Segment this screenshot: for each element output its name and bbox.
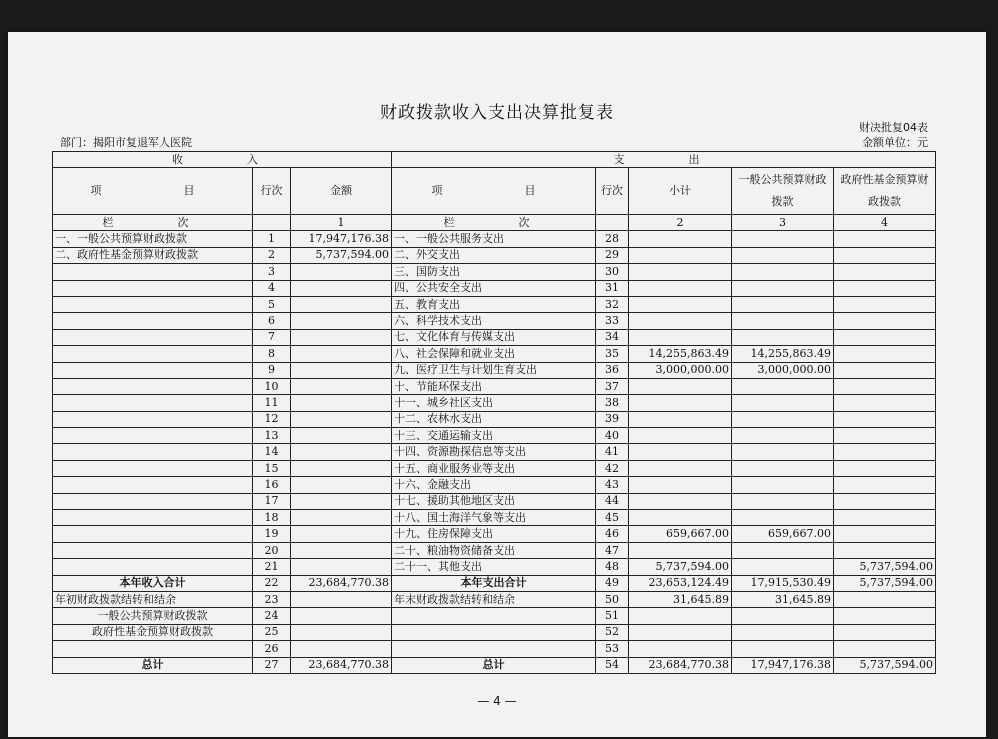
fund-budget-amount — [834, 247, 936, 263]
col-label-right: 栏 次 — [392, 215, 596, 231]
expense-item: 九、医疗卫生与计划生育支出 — [392, 362, 596, 378]
expense-item — [392, 608, 596, 624]
expense-row-number: 36 — [596, 362, 629, 378]
expense-row-number: 49 — [596, 575, 629, 591]
expense-item: 十二、农林水支出 — [392, 411, 596, 427]
income-item — [53, 510, 253, 526]
income-row-number: 26 — [253, 641, 291, 657]
income-row-number: 13 — [253, 428, 291, 444]
fund-budget-amount: 5,737,594.00 — [834, 657, 936, 673]
expense-row-number: 52 — [596, 624, 629, 640]
income-row-number: 1 — [253, 231, 291, 247]
expense-item: 十一、城乡社区支出 — [392, 395, 596, 411]
income-item — [53, 493, 253, 509]
income-item — [53, 296, 253, 312]
fund-budget-amount — [834, 542, 936, 558]
expense-item: 十八、国土海洋气象等支出 — [392, 510, 596, 526]
fund-budget-amount — [834, 411, 936, 427]
expense-row-number: 50 — [596, 591, 629, 607]
fund-budget-amount — [834, 313, 936, 329]
expense-item: 十四、资源勘探信息等支出 — [392, 444, 596, 460]
income-amount — [291, 329, 392, 345]
table-row — [53, 296, 936, 312]
income-row-number: 11 — [253, 395, 291, 411]
general-budget-amount — [732, 493, 834, 509]
income-row-number: 21 — [253, 559, 291, 575]
subtotal-amount — [629, 460, 732, 476]
subtotal-amount — [629, 608, 732, 624]
income-row-number: 19 — [253, 526, 291, 542]
income-row-number: 25 — [253, 624, 291, 640]
income-row-number: 17 — [253, 493, 291, 509]
income-item — [53, 378, 253, 394]
subtotal-amount — [629, 510, 732, 526]
fund-budget-amount — [834, 264, 936, 280]
income-amount — [291, 313, 392, 329]
general-budget-amount — [732, 444, 834, 460]
table-row — [53, 641, 936, 657]
table-row — [53, 280, 936, 296]
amount-header: 金额 — [291, 168, 392, 215]
subtotal-amount — [629, 296, 732, 312]
income-row-number: 5 — [253, 296, 291, 312]
income-row-number: 24 — [253, 608, 291, 624]
income-amount — [291, 559, 392, 575]
expense-item: 七、文化体育与传媒支出 — [392, 329, 596, 345]
general-budget-amount — [732, 608, 834, 624]
table-row — [53, 231, 936, 247]
income-item — [53, 526, 253, 542]
income-item — [53, 313, 253, 329]
income-item — [53, 395, 253, 411]
table-row — [53, 608, 936, 624]
table-row — [53, 411, 936, 427]
expense-item: 六、科学技术支出 — [392, 313, 596, 329]
table-row — [53, 313, 936, 329]
expense-row-number: 39 — [596, 411, 629, 427]
general-budget-amount — [732, 411, 834, 427]
income-amount — [291, 526, 392, 542]
income-item — [53, 460, 253, 476]
income-item — [53, 264, 253, 280]
table-row — [53, 493, 936, 509]
general-budget-amount — [732, 264, 834, 280]
income-row-number: 22 — [253, 575, 291, 591]
general-budget-amount — [732, 624, 834, 640]
general-budget-amount: 14,255,863.49 — [732, 346, 834, 362]
form-code: 财决批复04表 — [859, 121, 928, 134]
expense-row-number: 45 — [596, 510, 629, 526]
general-budget-amount — [732, 296, 834, 312]
expense-row-number: 48 — [596, 559, 629, 575]
income-row-number: 27 — [253, 657, 291, 673]
income-amount — [291, 608, 392, 624]
income-amount — [291, 591, 392, 607]
expense-row-number: 33 — [596, 313, 629, 329]
table-row — [53, 510, 936, 526]
subtotal-amount: 5,737,594.00 — [629, 559, 732, 575]
col-label-left: 栏 次 — [53, 215, 253, 231]
income-amount — [291, 444, 392, 460]
expense-row-number: 32 — [596, 296, 629, 312]
table-row — [53, 657, 936, 673]
table-row — [53, 264, 936, 280]
general-budget-amount — [732, 329, 834, 345]
general-budget-amount: 17,915,530.49 — [732, 575, 834, 591]
expense-item: 十七、援助其他地区支出 — [392, 493, 596, 509]
expense-row-number: 43 — [596, 477, 629, 493]
income-amount: 23,684,770.38 — [291, 657, 392, 673]
income-amount — [291, 428, 392, 444]
expense-rowno-header: 行次 — [596, 168, 629, 215]
table-row — [53, 542, 936, 558]
expense-item: 年末财政拨款结转和结余 — [392, 591, 596, 607]
income-item — [53, 477, 253, 493]
subtotal-amount — [629, 428, 732, 444]
fund-budget-amount — [834, 329, 936, 345]
fund-budget-amount — [834, 378, 936, 394]
fund-budget-amount — [834, 444, 936, 460]
expense-row-number: 51 — [596, 608, 629, 624]
subtotal-amount — [629, 411, 732, 427]
fund-budget-amount: 5,737,594.00 — [834, 575, 936, 591]
general-budget-header: 一般公共预算财政拨款 — [732, 168, 834, 215]
expense-row-number: 40 — [596, 428, 629, 444]
subtotal-amount: 14,255,863.49 — [629, 346, 732, 362]
income-amount — [291, 346, 392, 362]
subtotal-amount — [629, 313, 732, 329]
expense-item: 十五、商业服务业等支出 — [392, 460, 596, 476]
income-item: 总计 — [53, 657, 253, 673]
column-index-row — [53, 215, 936, 231]
fund-budget-amount — [834, 608, 936, 624]
income-item: 二、政府性基金预算财政拨款 — [53, 247, 253, 263]
income-item: 一、一般公共预算财政拨款 — [53, 231, 253, 247]
expense-item: 八、社会保障和就业支出 — [392, 346, 596, 362]
subtotal-amount — [629, 624, 732, 640]
expense-item: 十六、金融支出 — [392, 477, 596, 493]
table-row — [53, 444, 936, 460]
col-index-2: 2 — [629, 215, 732, 231]
subtotal-amount — [629, 247, 732, 263]
expense-row-number: 41 — [596, 444, 629, 460]
fund-budget-amount — [834, 510, 936, 526]
income-row-number: 3 — [253, 264, 291, 280]
table-row — [53, 329, 936, 345]
income-amount — [291, 264, 392, 280]
income-row-number: 12 — [253, 411, 291, 427]
expense-row-number: 35 — [596, 346, 629, 362]
income-item — [53, 362, 253, 378]
income-amount: 23,684,770.38 — [291, 575, 392, 591]
expense-item: 十九、住房保障支出 — [392, 526, 596, 542]
income-row-number: 2 — [253, 247, 291, 263]
fund-budget-amount — [834, 296, 936, 312]
subtotal-amount — [629, 641, 732, 657]
subtotal-amount: 659,667.00 — [629, 526, 732, 542]
table-row — [53, 378, 936, 394]
amount-unit: 金额单位：元 — [862, 136, 928, 149]
income-item — [53, 428, 253, 444]
expense-row-number: 47 — [596, 542, 629, 558]
col-index-3: 3 — [732, 215, 834, 231]
income-rowno-header: 行次 — [253, 168, 291, 215]
income-amount — [291, 395, 392, 411]
subtotal-amount: 3,000,000.00 — [629, 362, 732, 378]
subtotal-amount: 23,684,770.38 — [629, 657, 732, 673]
general-budget-amount: 3,000,000.00 — [732, 362, 834, 378]
income-row-number: 16 — [253, 477, 291, 493]
general-budget-amount — [732, 378, 834, 394]
table-row — [53, 362, 936, 378]
table-row — [53, 428, 936, 444]
general-budget-amount — [732, 542, 834, 558]
income-amount: 5,737,594.00 — [291, 247, 392, 263]
general-budget-amount: 17,947,176.38 — [732, 657, 834, 673]
income-amount — [291, 641, 392, 657]
subtotal-amount — [629, 280, 732, 296]
general-budget-amount — [732, 428, 834, 444]
income-row-number: 7 — [253, 329, 291, 345]
fund-budget-amount — [834, 346, 936, 362]
income-item — [53, 444, 253, 460]
subtotal-header: 小计 — [629, 168, 732, 215]
income-amount — [291, 460, 392, 476]
income-item-header: 项 目 — [53, 168, 253, 215]
table-row — [53, 460, 936, 476]
subtotal-amount — [629, 477, 732, 493]
income-row-number: 20 — [253, 542, 291, 558]
income-amount — [291, 493, 392, 509]
general-budget-amount — [732, 231, 834, 247]
income-item — [53, 411, 253, 427]
general-budget-amount — [732, 313, 834, 329]
fund-budget-amount — [834, 362, 936, 378]
income-amount — [291, 624, 392, 640]
fund-budget-amount — [834, 591, 936, 607]
col-index-1: 1 — [291, 215, 392, 231]
income-row-number: 8 — [253, 346, 291, 362]
table-row — [53, 575, 936, 591]
table-row — [53, 247, 936, 263]
table-row — [53, 346, 936, 362]
income-row-number: 4 — [253, 280, 291, 296]
income-row-number: 9 — [253, 362, 291, 378]
department-label: 部门：揭阳市复退军人医院 — [60, 136, 192, 149]
expense-row-number: 30 — [596, 264, 629, 280]
income-amount — [291, 280, 392, 296]
income-amount — [291, 378, 392, 394]
fund-budget-amount — [834, 460, 936, 476]
subtotal-amount — [629, 542, 732, 558]
subtotal-amount — [629, 264, 732, 280]
document-title: 财政拨款收入支出决算批复表 — [380, 103, 614, 123]
fund-budget-amount — [834, 526, 936, 542]
fund-budget-amount — [834, 477, 936, 493]
table-row — [53, 526, 936, 542]
general-budget-amount — [732, 559, 834, 575]
income-row-number: 6 — [253, 313, 291, 329]
column-header-row — [53, 168, 936, 215]
income-row-number: 15 — [253, 460, 291, 476]
general-budget-amount: 659,667.00 — [732, 526, 834, 542]
income-amount — [291, 542, 392, 558]
subtotal-amount: 31,645.89 — [629, 591, 732, 607]
expense-row-number: 37 — [596, 378, 629, 394]
subtotal-amount — [629, 378, 732, 394]
subtotal-amount — [629, 444, 732, 460]
section-header-row — [53, 152, 936, 168]
fund-budget-amount — [834, 641, 936, 657]
income-row-number: 10 — [253, 378, 291, 394]
general-budget-amount — [732, 247, 834, 263]
expense-item-header: 项 目 — [392, 168, 596, 215]
expense-item: 十、节能环保支出 — [392, 378, 596, 394]
expense-row-number: 28 — [596, 231, 629, 247]
general-budget-amount — [732, 395, 834, 411]
expense-item: 二十一、其他支出 — [392, 559, 596, 575]
expense-row-number: 38 — [596, 395, 629, 411]
expense-item — [392, 624, 596, 640]
general-budget-amount — [732, 510, 834, 526]
fund-budget-amount — [834, 280, 936, 296]
income-amount — [291, 411, 392, 427]
document-page — [8, 32, 986, 737]
expense-item: 五、教育支出 — [392, 296, 596, 312]
expense-row-number: 53 — [596, 641, 629, 657]
income-item — [53, 329, 253, 345]
table-row — [53, 477, 936, 493]
income-item — [53, 559, 253, 575]
income-row-number: 23 — [253, 591, 291, 607]
expense-header: 支 出 — [392, 152, 936, 168]
fund-budget-amount — [834, 231, 936, 247]
income-amount: 17,947,176.38 — [291, 231, 392, 247]
income-item: 一般公共预算财政拨款 — [53, 608, 253, 624]
expense-item: 十三、交通运输支出 — [392, 428, 596, 444]
table-row — [53, 559, 936, 575]
income-item — [53, 346, 253, 362]
expense-row-number: 34 — [596, 329, 629, 345]
general-budget-amount — [732, 460, 834, 476]
income-item: 政府性基金预算财政拨款 — [53, 624, 253, 640]
expense-item: 总计 — [392, 657, 596, 673]
expense-row-number: 29 — [596, 247, 629, 263]
fund-budget-header: 政府性基金预算财政拨款 — [834, 168, 936, 215]
col-index-4: 4 — [834, 215, 936, 231]
subtotal-amount — [629, 395, 732, 411]
income-item — [53, 641, 253, 657]
income-header: 收 入 — [53, 152, 392, 168]
subtotal-amount — [629, 231, 732, 247]
general-budget-amount — [732, 641, 834, 657]
table-row — [53, 624, 936, 640]
expense-row-number: 54 — [596, 657, 629, 673]
table-row — [53, 591, 936, 607]
expense-item: 本年支出合计 — [392, 575, 596, 591]
form-info — [859, 120, 928, 150]
income-item — [53, 280, 253, 296]
income-item — [53, 542, 253, 558]
expense-row-number: 42 — [596, 460, 629, 476]
subtotal-amount: 23,653,124.49 — [629, 575, 732, 591]
budget-table — [52, 151, 936, 674]
income-amount — [291, 477, 392, 493]
subtotal-amount — [629, 329, 732, 345]
fund-budget-amount — [834, 428, 936, 444]
expense-item — [392, 641, 596, 657]
general-budget-amount — [732, 477, 834, 493]
income-row-number: 14 — [253, 444, 291, 460]
expense-row-number: 44 — [596, 493, 629, 509]
expense-row-number: 46 — [596, 526, 629, 542]
expense-item: 四、公共安全支出 — [392, 280, 596, 296]
income-amount — [291, 296, 392, 312]
expense-item: 一、一般公共服务支出 — [392, 231, 596, 247]
expense-item: 二十、粮油物资储备支出 — [392, 542, 596, 558]
expense-item: 二、外交支出 — [392, 247, 596, 263]
income-amount — [291, 510, 392, 526]
income-amount — [291, 362, 392, 378]
income-row-number: 18 — [253, 510, 291, 526]
expense-item: 三、国防支出 — [392, 264, 596, 280]
table-row — [53, 395, 936, 411]
page-number: — 4 — — [477, 694, 517, 708]
fund-budget-amount: 5,737,594.00 — [834, 559, 936, 575]
fund-budget-amount — [834, 493, 936, 509]
fund-budget-amount — [834, 624, 936, 640]
fund-budget-amount — [834, 395, 936, 411]
subtotal-amount — [629, 493, 732, 509]
income-item: 年初财政拨款结转和结余 — [53, 591, 253, 607]
general-budget-amount — [732, 280, 834, 296]
expense-row-number: 31 — [596, 280, 629, 296]
general-budget-amount: 31,645.89 — [732, 591, 834, 607]
income-item: 本年收入合计 — [53, 575, 253, 591]
